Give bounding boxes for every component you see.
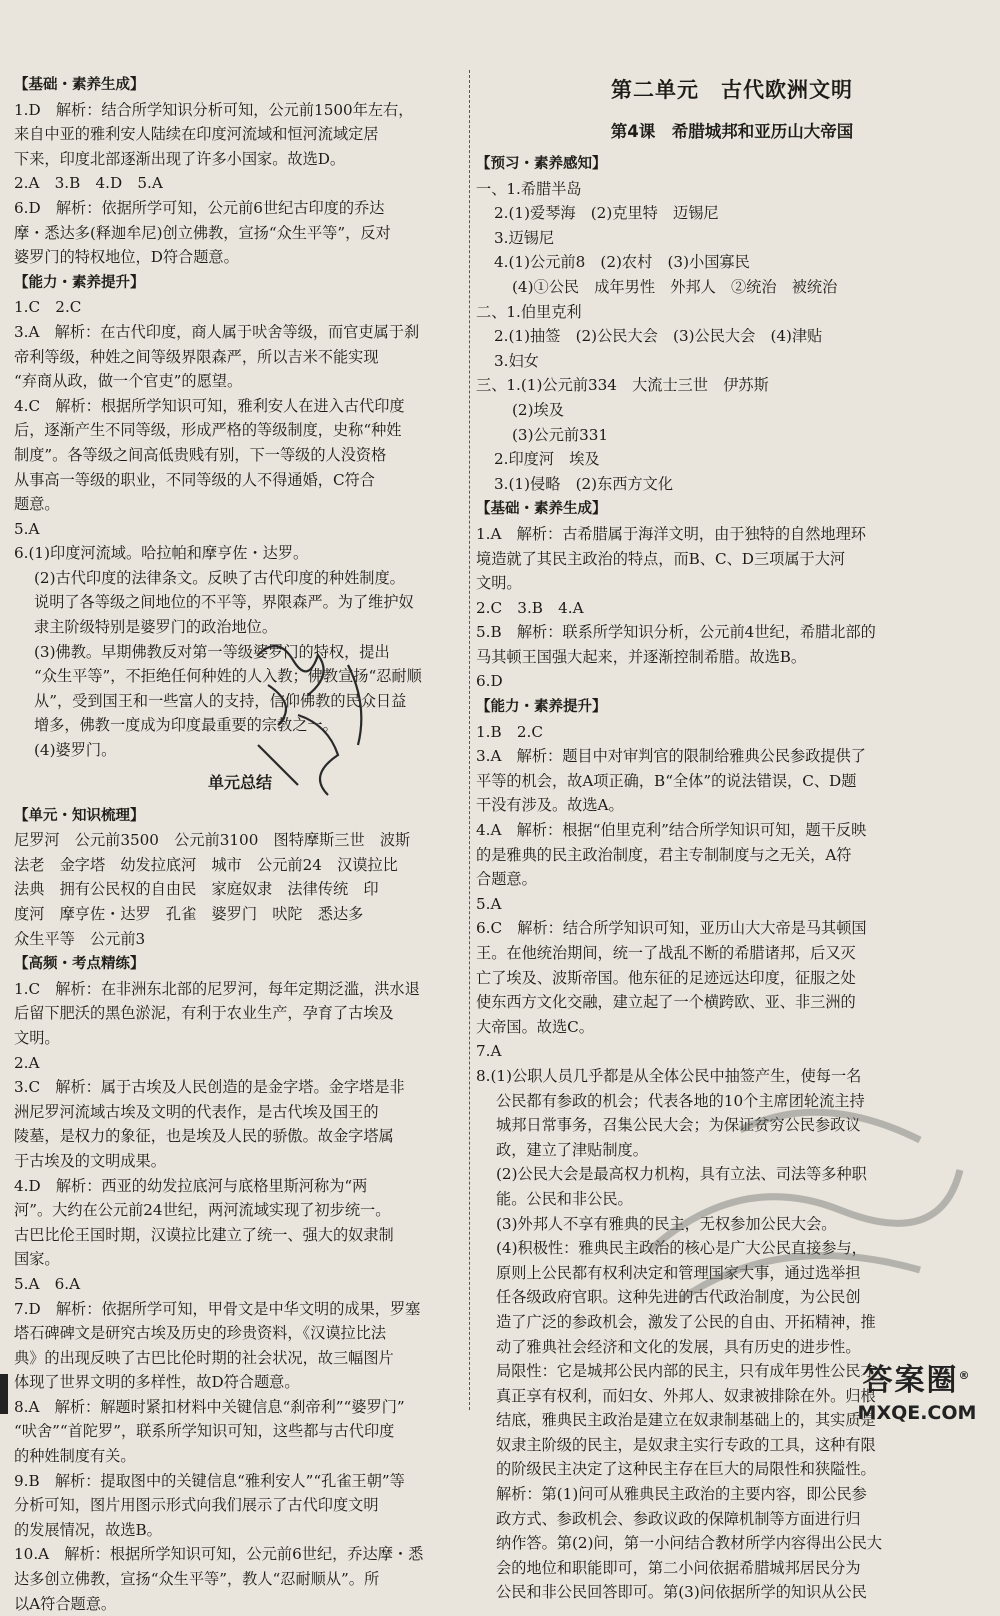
answer-line: 马其顿王国强大起来，并逐渐控制希腊。故选B。 xyxy=(476,647,807,666)
answer-line: 古巴比伦王国时期，汉谟拉比建立了统一、强大的奴隶制 xyxy=(14,1225,394,1244)
answer-line: (3)佛教。早期佛教反对第一等级婆罗门的特权，提出 xyxy=(34,642,390,661)
answer-line: (3)公元前331 xyxy=(512,425,609,444)
answer-line: 二、1.伯里克利 xyxy=(476,302,582,321)
answer-line: 6.(1)印度河流域。哈拉帕和摩亨佐・达罗。 xyxy=(14,544,309,563)
answer-line: 7.D 解析：依据所学可知，甲骨文是中华文明的成果，罗塞 xyxy=(14,1299,421,1318)
section-preview-title: 【预习・素养感知】 xyxy=(476,156,607,172)
section-basic-title: 【基础・素养生成】 xyxy=(476,501,607,518)
answer-line: 河”。大约在公元前24世纪，两河流域实现了初步统一。 xyxy=(14,1201,391,1220)
answer-line: 5.A xyxy=(14,519,40,538)
answer-line: 摩・悉达多(释迦牟尼)创立佛教，宣扬“众生平等”，反对 xyxy=(14,223,391,242)
answer-line: 8.A 解析：解题时紧扣材料中关键信息“刹帝利”“婆罗门” xyxy=(14,1397,405,1416)
answer-line: (4)①公民 成年男性 外邦人 ②统治 被统治 xyxy=(512,277,838,296)
answer-line: 国家。 xyxy=(14,1250,60,1269)
answer-line: 1.C 2.C xyxy=(14,298,82,317)
answer-line: 真正享有权利，而妇女、外邦人、奴隶被排除在外。归根 xyxy=(496,1386,876,1405)
answer-line: 4.(1)公元前8 (2)农村 (3)小国寡民 xyxy=(494,253,750,272)
answer-line: 制度”。各等级之间高低贵贱有别，下一等级的人没资格 xyxy=(14,445,387,464)
answer-line: 题意。 xyxy=(14,495,60,514)
answer-line: 动了雅典社会经济和文化的发展，具有历史的进步性。 xyxy=(496,1337,861,1356)
answer-line: (2)埃及 xyxy=(512,400,564,419)
answer-line: 局限性：它是城邦公民内部的民主，只有成年男性公民才 xyxy=(496,1362,876,1381)
answer-line: 文明。 xyxy=(14,1028,60,1047)
answer-line: 5.A 6.A xyxy=(14,1274,81,1293)
answer-line: 1.A 解析：古希腊属于海洋文明，由于独特的自然地理环 xyxy=(476,524,866,543)
answer-line: 三、1.(1)公元前334 大流士三世 伊苏斯 xyxy=(476,376,769,395)
terms-line: 众生平等 公元前3 xyxy=(14,929,146,948)
answer-line: 4.C 解析：根据所学知识可知，雅利安人在进入古代印度 xyxy=(14,396,405,415)
unit-title: 第二单元 古代欧洲文明 xyxy=(611,78,853,102)
answer-line: 2.(1)抽签 (2)公民大会 (3)公民大会 (4)津贴 xyxy=(494,327,823,346)
answer-line: 城邦日常事务，召集公民大会；为保证贫穷公民参政议 xyxy=(496,1116,861,1135)
answer-line: 3.迈锡尼 xyxy=(494,228,555,247)
answer-line: 2.A 3.B 4.D 5.A xyxy=(14,174,163,193)
answer-line: 一、1.希腊半岛 xyxy=(476,179,582,198)
answer-line: 达多创立佛教，宣扬“众生平等”，教人“忍耐顺从”。所 xyxy=(14,1570,380,1589)
answer-line: 的发展情况，故选B。 xyxy=(14,1520,162,1539)
answer-line: 干没有涉及。故选A。 xyxy=(476,796,624,815)
answer-line: 能。公民和非公民。 xyxy=(496,1189,633,1208)
answer-line: “众生平等”，不拒绝任何种姓的人入教；佛教宣扬“忍耐顺 xyxy=(34,667,422,686)
answer-line: 使东西方文化交融，建立起了一个横跨欧、亚、非三洲的 xyxy=(476,993,856,1012)
answer-line: 后留下肥沃的黑色淤泥，有利于农业生产，孕育了古埃及 xyxy=(14,1004,394,1023)
left-column xyxy=(14,72,466,1616)
answer-line: 从”，受到国王和一些富人的支持，信仰佛教的民众日益 xyxy=(34,691,407,710)
watermark-url: MXQE.COM xyxy=(857,1402,977,1424)
answer-line: 会的地位和职能即可，第二小问依据希腊城邦居民分为 xyxy=(496,1558,861,1577)
answer-line: 亡了埃及、波斯帝国。他东征的足迹远达印度，征服之处 xyxy=(476,968,856,987)
answer-line: (4)婆罗门。 xyxy=(34,741,117,760)
answer-line: 5.B 解析：联系所学知识分析，公元前4世纪，希腊北部的 xyxy=(476,623,876,642)
answer-line: (4)积极性：雅典民主政治的核心是广大公民直接参与， xyxy=(496,1239,867,1258)
answer-line: 结底，雅典民主政治是建立在奴隶制基础上的，其实质是 xyxy=(496,1411,876,1430)
section-basic-title: 【基础・素养生成】 xyxy=(14,77,145,93)
answer-line: 说明了各等级之间地位的不平等，界限森严。为了维护奴 xyxy=(34,593,414,612)
answer-line: 2.(1)爱琴海 (2)克里特 迈锡尼 xyxy=(494,204,719,223)
answer-line: 从事高一等级的职业，不同等级的人不得通婚，C符合 xyxy=(14,470,375,489)
watermark-logo: 答案圈® xyxy=(862,1363,972,1398)
column-divider xyxy=(469,70,470,1410)
answer-line: 来自中亚的雅利安人陆续在印度河流域和恒河流域定居 xyxy=(14,125,379,144)
answer-line: 分析可知，图片用图示形式向我们展示了古代印度文明 xyxy=(14,1496,379,1515)
terms-line: 度河 摩亨佐・达罗 孔雀 婆罗门 吠陀 悉达多 xyxy=(14,905,364,923)
answer-line: 1.B 2.C xyxy=(476,722,543,741)
answer-line: 婆罗门的特权地位，D符合题意。 xyxy=(14,248,239,267)
site-watermark xyxy=(842,1356,992,1438)
answer-line: 5.A xyxy=(476,894,502,913)
answer-line: 3.(1)侵略 (2)东西方文化 xyxy=(494,474,674,493)
section-knowledge-title: 【单元・知识梳理】 xyxy=(14,807,145,824)
answer-line: 公民和非公民回答即可。第(3)问依据所学的知识从公民 xyxy=(496,1583,867,1602)
answer-line: 4.D 解析：西亚的幼发拉底河与底格里斯河称为“两 xyxy=(14,1176,368,1195)
terms-line: 法典 拥有公民权的自由民 家庭奴隶 法律传统 印 xyxy=(14,880,379,899)
answer-line: 3.妇女 xyxy=(494,351,539,370)
section-ability-title: 【能力・素养提升】 xyxy=(476,699,607,716)
answer-line: 6.D xyxy=(476,672,503,691)
lesson-title: 第4课 希腊城邦和亚历山大帝国 xyxy=(610,122,854,141)
answer-line: “弃商从政，做一个官吏”的愿望。 xyxy=(14,372,243,391)
answer-line: 塔石碑碑文是研究古埃及历史的珍贵资料，《汉谟拉比法 xyxy=(14,1324,387,1343)
answer-line: 境造就了其民主政治的特点，而B、C、D三项属于大河 xyxy=(476,549,846,568)
answer-line: (3)外邦人不享有雅典的民主，无权参加公民大会。 xyxy=(496,1214,837,1233)
answer-line: (2)公民大会是最高权力机构，具有立法、司法等多种职 xyxy=(496,1165,867,1184)
terms-line: 尼罗河 公元前3500 公元前3100 图特摩斯三世 波斯 xyxy=(14,831,411,850)
answer-line: 奴隶主阶级的民主，是奴隶主实行专政的工具，这种有限 xyxy=(496,1435,876,1454)
section-frequent-title: 【高频・考点精练】 xyxy=(14,956,145,973)
answer-line: 7.A xyxy=(476,1042,502,1061)
answer-line: 体现了世界文明的多样性，故D符合题意。 xyxy=(14,1373,300,1392)
answer-line: 3.A 解析：题目中对审判官的限制给雅典公民参政提供了 xyxy=(476,747,866,766)
answer-line: 增多，佛教一度成为印度最重要的宗教之一。 xyxy=(34,716,338,735)
answer-line: 陵墓，是权力的象征，也是埃及人民的骄傲。故金字塔属 xyxy=(14,1127,394,1146)
page-edge-marker xyxy=(0,1374,8,1414)
answer-line: 政，建立了津贴制度。 xyxy=(496,1140,648,1159)
answer-line: 文明。 xyxy=(476,574,522,593)
answer-line: 帝利等级，种姓之间等级界限森严，所以吉米不能实现 xyxy=(14,347,379,366)
answer-line: 10.A 解析：根据所学知识可知，公元前6世纪，乔达摩・悉 xyxy=(14,1545,424,1564)
answer-line: 2.C 3.B 4.A xyxy=(476,598,584,617)
answer-line: (2)古代印度的法律条文。反映了古代印度的种姓制度。 xyxy=(34,568,405,587)
answer-line: 下来，印度北部逐渐出现了许多小国家。故选D。 xyxy=(14,149,346,168)
answer-line: 造了广泛的参政机会，激发了公民的自由、开拓精神，推 xyxy=(496,1312,876,1331)
answer-line: 原则上公民都有权利决定和管理国家大事，通过选举担 xyxy=(496,1263,861,1282)
answer-line: 纳作答。第(2)问，第一小问结合教材所学内容得出公民大 xyxy=(496,1534,883,1553)
answer-line: 于古埃及的文明成果。 xyxy=(14,1151,166,1170)
answer-line: “吠舍”“首陀罗”，联系所学知识可知，这些都与古代印度 xyxy=(14,1422,395,1441)
answer-line: 后，逐渐产生不同等级，形成严格的等级制度，史称“种姓 xyxy=(14,421,402,440)
answer-line: 以A符合题意。 xyxy=(14,1594,117,1613)
unit-summary-title: 单元总结 xyxy=(207,772,272,792)
answer-line: 王。在他统治期间，统一了战乱不断的希腊诸邦，后又灭 xyxy=(476,944,856,962)
answer-line: 2.A xyxy=(14,1053,40,1072)
answer-line: 解析：第(1)问可从雅典民主政治的主要内容，即公民参 xyxy=(496,1485,867,1504)
answer-line: 隶主阶级特别是婆罗门的政治地位。 xyxy=(34,618,277,637)
answer-line: 洲尼罗河流域古埃及文明的代表作，是古代埃及国王的 xyxy=(14,1102,379,1121)
answer-line: 的是雅典的民主政治制度，君主专制制度与之无关，A符 xyxy=(476,845,852,864)
answer-line: 任各级政府官职。这种先进的古代政治制度，为公民创 xyxy=(496,1288,861,1307)
answer-line: 8.(1)公职人员几乎都是从全体公民中抽签产生，使每一名 xyxy=(476,1066,862,1085)
answer-line: 大帝国。故选C。 xyxy=(476,1017,594,1036)
answer-line: 3.C 解析：属于古埃及人民创造的是金字塔。金字塔是非 xyxy=(14,1078,405,1097)
answer-line: 典》的出现反映了古巴比伦时期的社会状况，故三幅图片 xyxy=(14,1348,394,1367)
answer-line: 的种姓制度有关。 xyxy=(14,1447,136,1466)
answer-line: 4.A 解析：根据“伯里克利”结合所学知识可知，题干反映 xyxy=(476,821,867,840)
answer-line: 9.B 解析：提取图中的关键信息“雅利安人”“孔雀王朝”等 xyxy=(14,1471,405,1490)
terms-line: 法老 金字塔 幼发拉底河 城市 公元前24 汉谟拉比 xyxy=(14,855,398,874)
answer-line: 3.A 解析：在古代印度，商人属于吠舍等级，而官吏属于刹 xyxy=(14,322,420,341)
answer-line: 的阶级民主决定了这种民主存在巨大的局限性和狭隘性。 xyxy=(496,1460,876,1479)
answer-line: 6.C 解析：结合所学知识可知，亚历山大大帝是马其顿国 xyxy=(476,919,867,938)
answer-line: 1.C 解析：在非洲东北部的尼罗河，每年定期泛滥，洪水退 xyxy=(14,979,420,998)
answer-line: 平等的机会，故A项正确，B“全体”的说法错误，C、D题 xyxy=(476,771,857,790)
section-ability-title: 【能力・素养提升】 xyxy=(14,274,145,291)
answer-line: 政方式、参政机会、参政议政的保障机制等方面进行归 xyxy=(496,1509,861,1528)
answer-line: 2.印度河 埃及 xyxy=(494,450,600,469)
answer-line: 6.D 解析：依据所学可知，公元前6世纪古印度的乔达 xyxy=(14,198,385,217)
answer-line: 公民都有参政的机会；代表各地的10个主席团轮流主持 xyxy=(496,1091,865,1110)
answer-line: 合题意。 xyxy=(476,870,537,889)
answer-line: 1.D 解析：结合所学知识分析可知，公元前1500年左右， xyxy=(14,100,414,119)
